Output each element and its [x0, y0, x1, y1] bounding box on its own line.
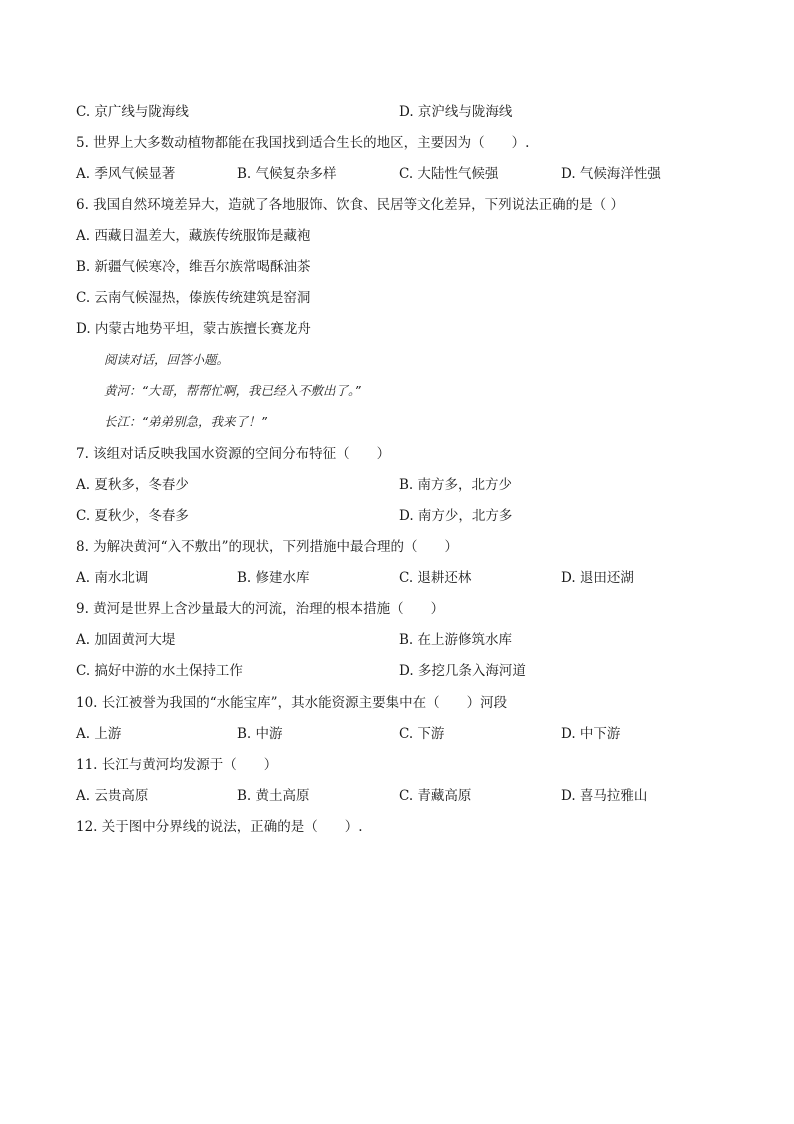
- q12-stem: 12. 关于图中分界线的说法，正确的是（ ）.: [76, 819, 363, 835]
- q11-option-c: C. 青藏高原: [399, 788, 472, 804]
- dialogue-line-changjiang: 长江：“弟弟别急，我来了！”: [104, 414, 267, 429]
- q11-option-a: A. 云贵高原: [76, 788, 149, 804]
- q6-option-c: C. 云南气候湿热，傣族传统建筑是窑洞: [76, 290, 311, 306]
- q9-option-c: C. 搞好中游的水土保持工作: [76, 663, 243, 679]
- q7-stem: 7. 该组对话反映我国水资源的空间分布特征（ ）: [76, 446, 391, 462]
- q10-option-c: C. 下游: [399, 726, 445, 742]
- q8-stem: 8. 为解决黄河“入不敷出”的现状，下列措施中最合理的（ ）: [76, 539, 458, 555]
- q6-option-a: A. 西藏日温差大，藏族传统服饰是藏袍: [76, 228, 311, 244]
- q7-option-d: D. 南方少，北方多: [399, 508, 513, 524]
- dialogue-line-huanghe: 黄河：“大哥，帮帮忙啊，我已经入不敷出了。”: [104, 383, 361, 398]
- q11-option-d: D. 喜马拉雅山: [561, 788, 648, 804]
- q9-stem: 9. 黄河是世界上含沙量最大的河流，治理的根本措施（ ）: [76, 601, 445, 617]
- q5-stem: 5. 世界上大多数动植物都能在我国找到适合生长的地区，主要因为（ ）.: [76, 135, 530, 151]
- q5-option-a: A. 季风气候显著: [76, 166, 176, 182]
- q8-option-b: B. 修建水库: [237, 570, 310, 586]
- q9-option-d: D. 多挖几条入海河道: [399, 663, 526, 679]
- q11-option-b: B. 黄土高原: [237, 788, 310, 804]
- q5-option-d: D. 气候海洋性强: [561, 166, 661, 182]
- q11-stem: 11. 长江与黄河均发源于（ ）: [76, 757, 278, 773]
- q6-option-b: B. 新疆气候寒冷，维吾尔族常喝酥油茶: [76, 259, 311, 275]
- q10-option-b: B. 中游: [237, 726, 283, 742]
- dialogue-intro: 阅读对话，回答小题。: [104, 352, 230, 367]
- q10-option-a: A. 上游: [76, 726, 122, 742]
- q8-option-c: C. 退耕还林: [399, 570, 472, 586]
- q9-option-a: A. 加固黄河大堤: [76, 632, 176, 648]
- q4-option-d: D. 京沪线与陇海线: [399, 104, 513, 120]
- q5-option-c: C. 大陆性气候强: [399, 166, 499, 182]
- q10-option-d: D. 中下游: [561, 726, 621, 742]
- q6-option-d: D. 内蒙古地势平坦，蒙古族擅长赛龙舟: [76, 321, 311, 337]
- q7-option-c: C. 夏秋少，冬春多: [76, 508, 189, 524]
- q6-stem: 6. 我国自然环境差异大，造就了各地服饰、饮食、民居等文化差异，下列说法正确的是（ ）: [76, 197, 624, 213]
- q7-option-a: A. 夏秋多，冬春少: [76, 477, 189, 493]
- q4-option-c: C. 京广线与陇海线: [76, 104, 189, 120]
- q10-stem: 10. 长江被誉为我国的“水能宝库”，其水能资源主要集中在（ ）河段: [76, 695, 508, 711]
- q8-option-a: A. 南水北调: [76, 570, 149, 586]
- q7-option-b: B. 南方多，北方少: [399, 477, 513, 493]
- q9-option-b: B. 在上游修筑水库: [399, 632, 513, 648]
- q8-option-d: D. 退田还湖: [561, 570, 634, 586]
- q5-option-b: B. 气候复杂多样: [237, 166, 337, 182]
